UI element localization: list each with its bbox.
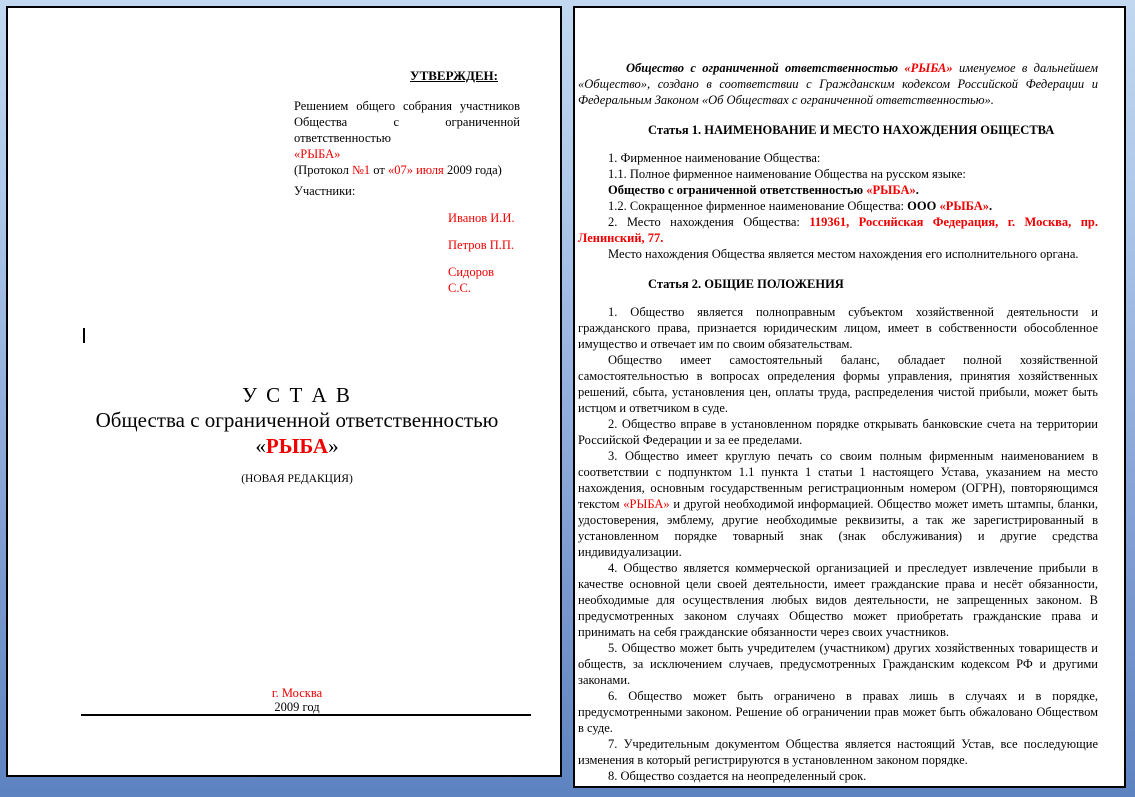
article-1-heading: Статья 1. НАИМЕНОВАНИЕ И МЕСТО НАХОЖДЕНИЯ ОБЩЕСТВА (648, 123, 1055, 137)
paragraph-1-1: 1.1. Полное фирменное наименование Общества на русском языке: (608, 167, 966, 181)
participant-name: Сидоров С.С. (448, 265, 495, 295)
company-name: «РЫБА» (939, 199, 989, 213)
footer-year: 2009 год (274, 700, 320, 714)
intro-paragraph (578, 60, 1098, 108)
paragraph: 2. Общество вправе в установленном порядке открывать банковские счета на территории Российской Федерации и за ее пределами. (578, 417, 1098, 447)
paragraph-text: 2. Место нахождения Общества: (608, 215, 810, 229)
intro-lead: Общество с ограниченной ответственностью (626, 61, 905, 75)
footer-block (76, 686, 518, 714)
protocol-text: (Протокол (294, 163, 352, 177)
approval-block (294, 68, 520, 296)
company-name: «РЫБА» (866, 183, 916, 197)
charter-title-block (76, 383, 518, 485)
paragraph: 8. Общество создается на неопределенный срок. (608, 769, 867, 783)
document-page-2[interactable] (573, 6, 1126, 788)
paragraph-text: 3. Общество имеет круглую печать со своим полным фирменным наименованием в соответствии с подпунктом 1.1 пункта 1 статьи 1 настоящего Устава, указанием на место нахождения, основным государственным регистрационным номером (ОГРН), повторяющимся текстом (578, 449, 1098, 511)
company-address: 119361, Российская Федерация, г. Москва, пр. Ленинский, 77. (578, 215, 1099, 245)
company-name: РЫБА (265, 434, 329, 458)
protocol-date: «07» июля (387, 163, 444, 177)
protocol-text: 2009 года) (443, 163, 502, 177)
paragraph-2-location (578, 214, 1098, 246)
paragraph: 5. Общество может быть учредителем (участником) других хозяйственных товариществ и обществ, за исключением случаев, предусмотренных Гражданским кодексом РФ и другими законами. (578, 641, 1098, 687)
document-page-1[interactable] (6, 6, 562, 777)
text-caret (83, 328, 85, 343)
paragraph: 1. Общество является полноправным субъектом хозяйственной деятельности и гражданского права, признается юридическим лицом, имеет в собственности обособленное имущество и отвечает им по своим обязательствам. (578, 305, 1098, 351)
approval-title: УТВЕРЖДЕН: (410, 68, 498, 83)
paragraph: Общество имеет самостоятельный баланс, обладает полной хозяйственной самостоятельностью в вопросах определения формы управления, принятия хозяйственных решений, сбыта, установления цен, оплаты труда, распределения чистой прибыли, может быть истцом и ответчиком в суде. (578, 353, 1098, 415)
protocol-text: от (370, 163, 388, 177)
article-2-heading: Статья 2. ОБЩИЕ ПОЛОЖЕНИЯ (648, 277, 844, 291)
quote-mark: « (255, 434, 266, 458)
short-company-name: ООО (907, 199, 940, 213)
paragraph-2b: Место нахождения Общества является местом нахождения его исполнительного органа. (608, 247, 1079, 261)
protocol-number: №1 (351, 163, 371, 177)
charter-title: У С Т А В (242, 383, 352, 407)
period: . (989, 199, 993, 213)
company-name: «РЫБА» (904, 61, 953, 75)
paragraph: 4. Общество является коммерческой организацией и преследует извлечение прибыли в качестве основной цели своей деятельности, имеет гражданские права и несёт обязанности, необходимые для осуществления любых видов деятельности, не запрещенных законом. В предусмотренных законом случаях Общество может приобретать гражданские права и принимать на себя гражданские обязанности через своих участников. (578, 561, 1098, 639)
charter-text-body (575, 8, 1124, 784)
paragraph: 7. Учредительным документом Общества является настоящий Устав, все последующие изменения в который регистрируются в установленном законом порядке. (578, 737, 1098, 767)
approval-line-2: Общества с ограниченной ответственностью (294, 115, 520, 145)
paragraph (578, 448, 1098, 560)
participant-name: Иванов И.И. (448, 211, 515, 225)
paragraph-1: 1. Фирменное наименование Общества: (608, 151, 821, 165)
approval-line-1: Решением общего собрания участников (294, 99, 520, 113)
participant-name: Петров П.П. (448, 238, 515, 252)
approval-company-line (294, 146, 520, 162)
paragraph-1-2 (578, 198, 1098, 214)
company-name-text: Общество с ограниченной ответственностью (608, 183, 867, 197)
period: . (915, 183, 919, 197)
company-name: «РЫБА» (623, 497, 670, 511)
paragraph-text: 1.2. Сокращенное фирменное наименование Общества: (608, 199, 908, 213)
participants-label: Участники: (294, 184, 356, 198)
paragraph: 6. Общество может быть ограничено в правах лишь в случаях и в порядке, предусмотренными законом. Решение об ограничении прав может быть обжаловано Обществом в суде. (578, 689, 1098, 735)
full-company-name-line (578, 182, 1098, 198)
charter-company-line (76, 433, 518, 459)
company-name: «РЫБА» (294, 147, 341, 161)
intro-rest: именуемое в дальнейшем «Общество», создано в соответствии с Гражданским кодексом Российской Федерации и Федеральным Законом «Об Обществах с ограниченной ответственностью». (578, 61, 1099, 107)
protocol-line (294, 162, 520, 178)
paragraph-text: и другой необходимой информацией. Общество может иметь штампы, бланки, удостоверения, эмблему, другие необходимые реквизиты, а так же зарегистрированный в установленном порядке товарный знак (знак обслуживания) и другие средства индивидуализации. (578, 497, 1098, 559)
footer-city: г. Москва (271, 686, 323, 700)
charter-subtitle: Общества с ограниченной ответственностью (95, 408, 499, 432)
edition-note: (НОВАЯ РЕДАКЦИЯ) (241, 473, 353, 485)
footer-rule (81, 714, 531, 716)
quote-mark: » (328, 434, 339, 458)
